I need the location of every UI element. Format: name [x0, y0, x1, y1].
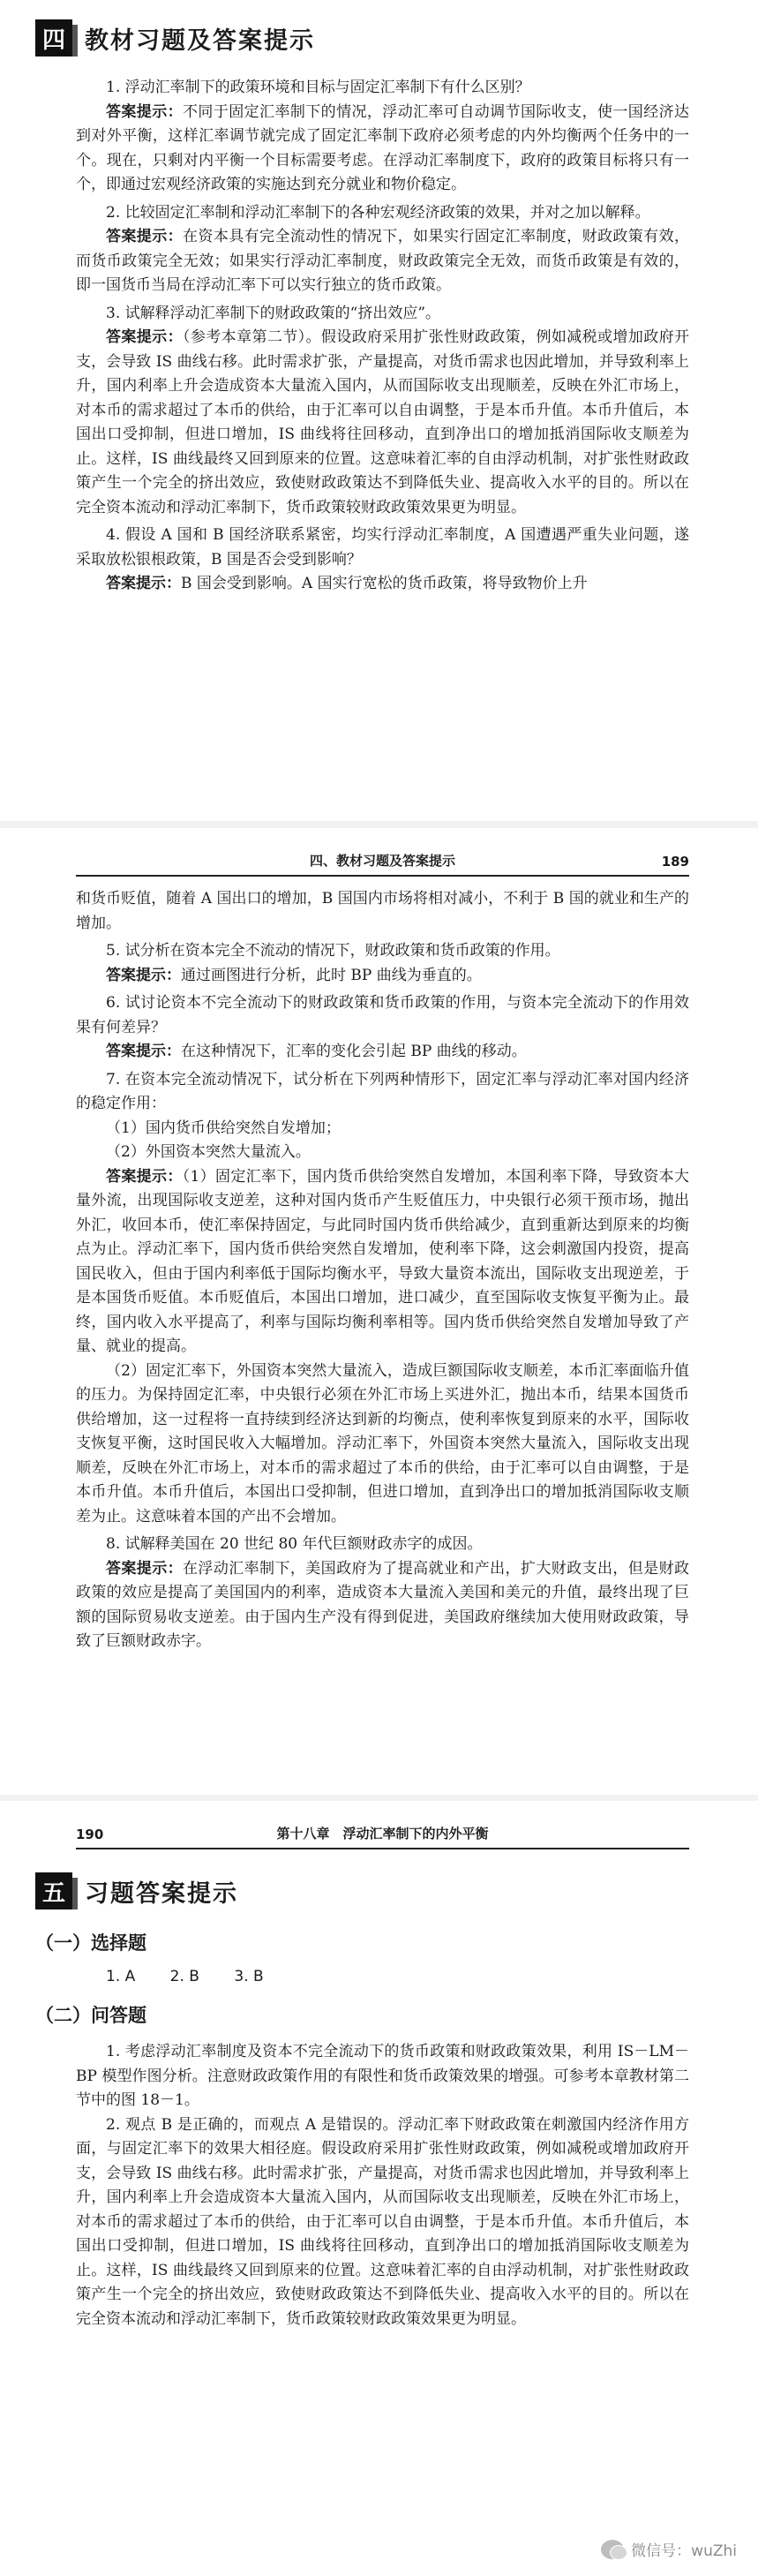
question-8: 8. 试解释美国在 20 世纪 80 年代巨额财政赤字的成因。	[106, 1535, 483, 1553]
answer-label: 答案提示：	[106, 328, 183, 346]
page-number: 190	[76, 1827, 104, 1842]
answer-label: 答案提示：	[106, 1043, 181, 1060]
answer-label: 答案提示：	[106, 1167, 183, 1186]
question-1: 1. 浮动汇率制下的政策环境和目标与固定汇率制下有什么区别？	[106, 79, 530, 96]
qa-answer-1: 1. 考虑浮动汇率制度及资本不完全流动下的货币政策和财政政策效果，利用 IS－LM－BP 模型作图分析。注意财政政策作用的有限性和货币政策效果的增强。可参考本章教材第二节中的图 18－1。	[76, 2043, 689, 2109]
answer-1: 答案提示：不同于固定汇率制下的情况，浮动汇率可自动调节国际收支，使一国经济达到对外平衡，这样汇率调节就完成了固定汇率制下政府必须考虑的内外均衡两个任务中的一个。现在，只剩对内平衡一个目标需要考虑。在浮动汇率制度下，政府的政策目标将只有一个，即通过宏观经济政策的实施达到充分就业和物价稳定。	[76, 102, 690, 193]
watermark-text: 微信号：wuZhi	[631, 2542, 737, 2560]
answer-4-continued: 和货币贬值，随着 A 国出口的增加，B 国国内市场将相对减小，不利于 B 国的就业和生产的增加。	[76, 890, 689, 932]
section-heading	[35, 1872, 689, 1909]
choice-answer: 1. A	[106, 1968, 136, 1985]
answer-label: 答案提示：	[106, 575, 181, 592]
choice-answer: 2. B	[169, 1968, 199, 1985]
question-6: 6. 试讨论资本不完全流动下的财政政策和货币政策的作用，与资本完全流动下的作用效果有何差异？	[76, 994, 689, 1036]
question-4: 4. 假设 A 国和 B 国经济联系紧密，均实行浮动汇率制度，A 国遭遇严重失业问题，遂采取放松银根政策，B 国是否会受到影响？	[76, 526, 689, 569]
question-2: 2. 比较固定汇率制和浮动汇率制下的各种宏观经济政策的效果，并对之加以解释。	[106, 203, 650, 222]
question-7-case-1: （1）国内货币供给突然自发增加；	[106, 1119, 341, 1137]
page-1	[0, 0, 758, 821]
question-7: 7. 在资本完全流动情况下，试分析在下列两种情形下，固定汇率与浮动汇率对国内经济的稳定作用：	[76, 1070, 689, 1112]
answer-6: 答案提示：在这种情况下，汇率的变化会引起 BP 曲线的移动。	[106, 1043, 527, 1060]
watermark	[601, 2538, 737, 2560]
answer-7-part-1: 答案提示：（1）固定汇率下，国内货币供给突然自发增加，本国利率下降，导致资本大量外流，出现国际收支逆差，这种对国内货币产生贬值压力，中央银行必须干预市场，抛出外汇，收回本币，使汇率保持固定，与此同时国内货币供给减少，直到重新达到原来的均衡点为止。浮动汇率下，国内货币供给突然自发增加，使利率下降，这会刺激国内投资，提高国民收入，但由于国内利率低于国际均衡水平，导致大量资本流出，国际收支出现逆差，于是本国货币贬值。本币贬值后，本国出口增加，进口减少，直至国际收支恢复平衡为止。最终，国内收入水平提高了，利率与国际均衡利率相等。国内货币供给突然自发增加导致了产量、就业的提高。	[76, 1167, 689, 1355]
answer-label: 答案提示：	[106, 102, 184, 121]
answer-label: 答案提示：	[106, 966, 181, 984]
subheading-qa: （二）问答题	[35, 2005, 146, 2026]
choice-answer: 3. B	[234, 1968, 264, 1985]
answer-2: 答案提示：在资本具有完全流动性的情况下，如果实行固定汇率制度，财政政策有效，而货币政策完全无效；如果实行浮动汇率制度，财政政策完全无效，而货币政策是有效的，即一国货币当局在浮动汇率下可以实行独立的货币政策。	[76, 228, 690, 294]
wechat-icon	[601, 2540, 624, 2559]
qa-answer-2: 2. 观点 B 是正确的，而观点 A 是错误的。浮动汇率下财政政策在刺激国内经济作用方面，与固定汇率下的效果大相径庭。假设政府采用扩张性财政政策，例如减税或增加政府开支，会导致 IS 曲线右移。此时需求扩张，产量提高，对货币需求也因此增加，并导致利率上升，国内利率上升会造成资本大量流入国内，从而国际收支出现顺差，反映在外汇市场上，对本币的需求超过了本币的供给，由于汇率可以自由调整，于是本币升值。本币升值后，本国出口受抑制，但进口增加，IS 曲线将往回移动，直到净出口的增加抵消国际收支顺差为止。这样，IS 曲线最终又回到原来的位置。这意味着汇率的自由浮动机制，对扩张性财政政策产生一个完全的挤出效应，致使财政政策达不到降低失业、提高收入水平的目的。所以在完全资本流动和浮动汇率制下，货币政策较财政政策效果更为明显。	[76, 2115, 689, 2328]
subheading-choice: （一）选择题	[35, 1932, 146, 1954]
section-heading	[35, 19, 689, 56]
running-head-title: 四、教材习题及答案提示	[309, 853, 455, 869]
running-header	[76, 828, 689, 877]
question-3: 3. 试解释浮动汇率制下的财政政策的“挤出效应”。	[106, 304, 441, 322]
page-2	[0, 828, 758, 1795]
section-title: 习题答案提示	[85, 1879, 238, 1908]
answer-3: 答案提示：（参考本章第二节）。假设政府采用扩张性财政政策，例如减税或增加政府开支，会导致 IS 曲线右移。此时需求扩张，产量提高，对货币需求也因此增加，并导致利率上升，国内利率上升会造成资本大量流入国内，从而国际收支出现顺差，反映在外汇市场上，对本币的需求超过了本币的供给，由于汇率可以自由调整，于是本币升值。本币升值后，本国出口受抑制，但进口增加，IS 曲线将往回移动，直到净出口的增加抵消国际收支顺差为止。这样，IS 曲线最终又回到原来的位置。这意味着汇率的自由浮动机制，对扩张性财政政策产生一个完全的挤出效应，致使财政政策达不到降低失业、提高收入水平的目的。所以在完全资本流动和浮动汇率制下，货币政策较财政政策效果更为明显。	[76, 328, 690, 516]
running-head-title: 第十八章 浮动汇率制下的内外平衡	[276, 1826, 489, 1842]
answer-4-start: 答案提示：B 国会受到影响。A 国实行宽松的货币政策，将导致物价上升	[106, 575, 588, 592]
section-title: 教材习题及答案提示	[85, 26, 315, 55]
section-number-box: 五	[35, 1872, 72, 1909]
answer-label: 答案提示：	[106, 1559, 184, 1578]
section-number-box: 四	[35, 19, 72, 56]
choice-answers	[76, 1968, 689, 1985]
page-3	[0, 1801, 758, 2576]
page-number: 189	[661, 854, 689, 870]
answer-5: 答案提示：通过画图进行分析，此时 BP 曲线为垂直的。	[106, 966, 482, 984]
answer-7-part-2: （2）固定汇率下，外国资本突然大量流入，造成巨额国际收支顺差，本币汇率面临升值的压力。为保持固定汇率，中央银行必须在外汇市场上买进外汇，抛出本币，结果本国货币供给增加，这一过程将一直持续到经济达到新的均衡点，使利率恢复到原来的水平，国际收支恢复平衡，这时国民收入大幅增加。浮动汇率下，外国资本突然大量流入，国际收支出现顺差，反映在外汇市场上，对本币的需求超过了本币的供给，由于汇率可以自由调整，于是本币升值。本币升值后，本国出口受抑制，但进口增加，直到净出口的增加抵消国际收支顺差为止。这意味着本国的产出不会增加。	[76, 1361, 689, 1525]
answer-label: 答案提示：	[106, 228, 184, 245]
running-header	[76, 1801, 689, 1849]
answer-8: 答案提示：在浮动汇率制下，美国政府为了提高就业和产出，扩大财政支出，但是财政政策的效应是提高了美国国内的利率，造成资本大量流入美国和美元的升值，最终出现了巨额的国际贸易收支逆差。由于国内生产没有得到促进，美国政府继续加大使用财政政策，导致了巨额财政赤字。	[76, 1559, 690, 1650]
question-7-case-2: （2）外国资本突然大量流入。	[106, 1143, 311, 1161]
question-5: 5. 试分析在资本完全不流动的情况下，财政政策和货币政策的作用。	[106, 942, 560, 960]
